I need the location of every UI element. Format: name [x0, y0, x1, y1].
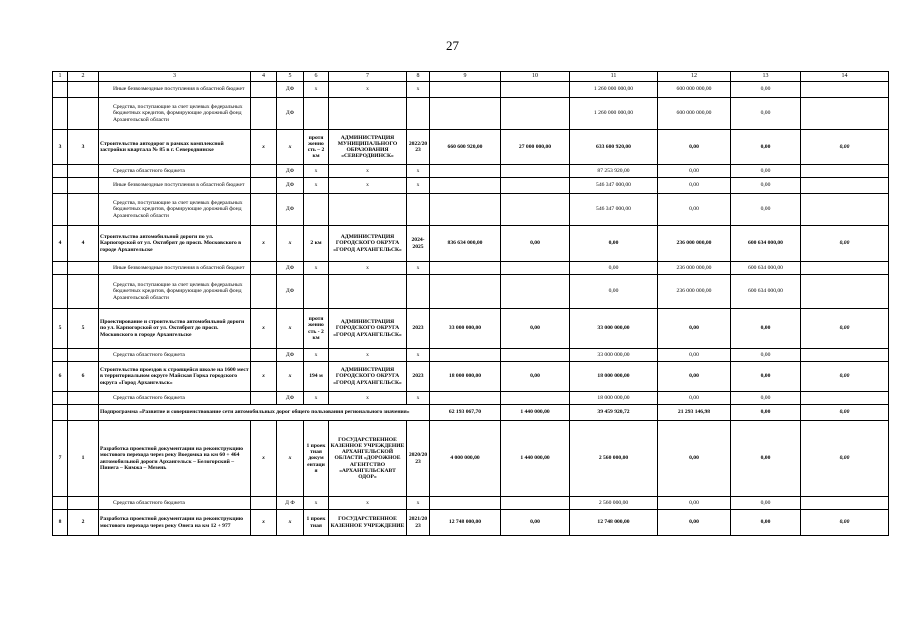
- amount-cell: 0,00: [801, 510, 889, 536]
- amount-cell: 0,00: [731, 349, 801, 362]
- amount-cell: 236 000 000,00: [658, 275, 731, 309]
- table-cell: х: [329, 262, 407, 275]
- description-cell: Иные безвозмездные поступления в областной бюджет: [99, 82, 251, 98]
- table-cell: [53, 405, 68, 421]
- table-cell: [68, 98, 99, 130]
- amount-cell: 12 748 000,00: [430, 510, 501, 536]
- header-cell: 5: [277, 72, 304, 82]
- project-row: [53, 226, 889, 262]
- table-cell: х: [407, 497, 430, 510]
- table-cell: [251, 194, 277, 226]
- amount-cell: 0,00: [801, 362, 889, 392]
- amount-cell: [501, 178, 570, 194]
- table-cell: 2 км: [304, 226, 329, 262]
- amount-cell: 33 000 000,00: [570, 309, 658, 349]
- amount-cell: 0,00: [570, 226, 658, 262]
- table-cell: [251, 392, 277, 405]
- project-row: [53, 309, 889, 349]
- table-cell: ДФ: [277, 194, 304, 226]
- table-cell: х: [407, 178, 430, 194]
- amount-cell: 0,00: [501, 510, 570, 536]
- description-cell: Средства областного бюджета: [99, 392, 251, 405]
- table-cell: х: [304, 178, 329, 194]
- amount-cell: [501, 194, 570, 226]
- description-cell: Строительство автомобильной дороги по ул. Карпогорской от ул. Октябрят до просп. Московского в городе Архангельске: [99, 226, 251, 262]
- amount-cell: [501, 497, 570, 510]
- amount-cell: 0,00: [658, 178, 731, 194]
- table-cell: х: [407, 392, 430, 405]
- table-cell: ДФ: [277, 275, 304, 309]
- amount-cell: 546 347 000,00: [570, 194, 658, 226]
- table-cell: 3: [53, 130, 68, 165]
- header-cell: 10: [501, 72, 570, 82]
- amount-cell: [801, 82, 889, 98]
- table-cell: ДФ: [277, 392, 304, 405]
- header-cell: 12: [658, 72, 731, 82]
- table-cell: ДФ: [277, 178, 304, 194]
- amount-cell: 0,00: [731, 194, 801, 226]
- amount-cell: [501, 392, 570, 405]
- funding-source-row: [53, 392, 889, 405]
- table-cell: х: [251, 510, 277, 536]
- table-cell: 6: [68, 362, 99, 392]
- amount-cell: [801, 165, 889, 178]
- table-cell: 1 проек тная: [304, 510, 329, 536]
- amount-cell: 0,00: [658, 497, 731, 510]
- header-cell: 14: [801, 72, 889, 82]
- amount-cell: 0,00: [658, 510, 731, 536]
- table-cell: ДФ: [277, 262, 304, 275]
- table-cell: 2023: [407, 309, 430, 349]
- amount-cell: 2 560 000,00: [570, 421, 658, 497]
- header-cell: 3: [99, 72, 251, 82]
- amount-cell: [430, 165, 501, 178]
- amount-cell: [801, 98, 889, 130]
- amount-cell: 1 440 000,00: [501, 421, 570, 497]
- amount-cell: 0,00: [731, 497, 801, 510]
- project-row: [53, 362, 889, 392]
- table-cell: х: [407, 349, 430, 362]
- table-cell: АДМИНИСТРАЦИЯ ГОРОДСКОГО ОКРУГА «ГОРОД АРХАНГЕЛЬСК»: [329, 309, 407, 349]
- table-cell: 5: [68, 309, 99, 349]
- table-cell: [329, 98, 407, 130]
- table-cell: х: [277, 226, 304, 262]
- table-cell: х: [329, 392, 407, 405]
- table-cell: [251, 275, 277, 309]
- table-cell: протя женно сть - 2 км: [304, 309, 329, 349]
- table-cell: ГОСУДАРСТВЕННОЕ КАЗЕННОЕ УЧРЕЖДЕНИЕ: [329, 510, 407, 536]
- table-cell: [251, 98, 277, 130]
- table-cell: [53, 82, 68, 98]
- amount-cell: 600 000 000,00: [658, 82, 731, 98]
- table-cell: [53, 275, 68, 309]
- description-cell: Разработка проектной документации на реконструкцию мостового перехода через реку Онега на км 12 + 977: [99, 510, 251, 536]
- table-cell: АДМИНИСТРАЦИЯ ГОРОДСКОГО ОКРУГА «ГОРОД АРХАНГЕЛЬСК»: [329, 226, 407, 262]
- table-cell: [53, 165, 68, 178]
- project-row: [53, 421, 889, 497]
- amount-cell: 0,00: [731, 510, 801, 536]
- table-cell: [251, 82, 277, 98]
- amount-cell: 0,00: [731, 309, 801, 349]
- amount-cell: [801, 275, 889, 309]
- table-cell: х: [277, 421, 304, 497]
- amount-cell: 660 600 920,00: [430, 130, 501, 165]
- subprogram-row: [53, 405, 889, 421]
- amount-cell: 18 000 000,00: [430, 362, 501, 392]
- funding-source-row: [53, 82, 889, 98]
- header-row: [53, 72, 889, 82]
- description-cell: Проектирование и строительство автомобильной дороги по ул. Карпогорской от ул. Октябрят до просп. Московского в городе Архангельске: [99, 309, 251, 349]
- amount-cell: [801, 262, 889, 275]
- amount-cell: 0,00: [731, 82, 801, 98]
- amount-cell: [801, 392, 889, 405]
- table-cell: [68, 349, 99, 362]
- amount-cell: 0,00: [731, 165, 801, 178]
- table-cell: 5: [53, 309, 68, 349]
- amount-cell: 1 260 000 000,00: [570, 98, 658, 130]
- table-cell: х: [277, 362, 304, 392]
- amount-cell: 0,00: [658, 130, 731, 165]
- amount-cell: [801, 194, 889, 226]
- table-cell: [407, 98, 430, 130]
- table-cell: х: [407, 262, 430, 275]
- table-cell: [53, 98, 68, 130]
- description-cell: Средства, поступающие за счет целевых федеральных бюджетных кредитов, формирующие дорожный фонд Архангельской области: [99, 194, 251, 226]
- header-cell: 13: [731, 72, 801, 82]
- table-cell: х: [304, 165, 329, 178]
- amount-cell: 600 634 000,00: [731, 226, 801, 262]
- table-cell: х: [304, 392, 329, 405]
- table-cell: 2: [68, 510, 99, 536]
- page-number: 27: [446, 38, 459, 53]
- amount-cell: [430, 392, 501, 405]
- amount-cell: 600 000 000,00: [658, 98, 731, 130]
- funding-source-row: [53, 262, 889, 275]
- amount-cell: 0,00: [658, 421, 731, 497]
- table-cell: [251, 262, 277, 275]
- funding-source-row: [53, 165, 889, 178]
- table-cell: [53, 262, 68, 275]
- table-cell: АДМИНИСТРАЦИЯ ГОРОДСКОГО ОКРУГА «ГОРОД АРХАНГЕЛЬСК»: [329, 362, 407, 392]
- table-cell: х: [329, 349, 407, 362]
- amount-cell: 0,00: [658, 165, 731, 178]
- header-cell: 2: [68, 72, 99, 82]
- amount-cell: 12 748 000,00: [570, 510, 658, 536]
- amount-cell: 236 000 000,00: [658, 226, 731, 262]
- amount-cell: 18 000 000,00: [570, 392, 658, 405]
- table-cell: х: [251, 309, 277, 349]
- table-cell: 1 проек тная докум ентаци я: [304, 421, 329, 497]
- table-cell: 8: [53, 510, 68, 536]
- description-cell: Иные безвозмездные поступления в областной бюджет: [99, 262, 251, 275]
- project-row: [53, 130, 889, 165]
- table-cell: АДМИНИСТРАЦИЯ МУНИЦИПАЛЬНОГО ОБРАЗОВАНИЯ «СЕВЕРОДВИНСК»: [329, 130, 407, 165]
- table-cell: 2023: [407, 362, 430, 392]
- description-cell: Строительство автодорог в рамках комплексной застройки квартала № 85 в г. Северодвинске: [99, 130, 251, 165]
- table-cell: [68, 275, 99, 309]
- table-cell: х: [304, 82, 329, 98]
- table-cell: х: [277, 309, 304, 349]
- project-row: [53, 510, 889, 536]
- table-cell: х: [251, 226, 277, 262]
- amount-cell: [430, 349, 501, 362]
- header-cell: 1: [53, 72, 68, 82]
- description-cell: Строительство проездов к строящейся школе на 1600 мест в территориальном округе Майская Горка городского округа «Город Архангельск»: [99, 362, 251, 392]
- table-cell: 3: [68, 130, 99, 165]
- table-cell: 2021/20 23: [407, 510, 430, 536]
- amount-cell: 0,00: [731, 178, 801, 194]
- table-cell: [251, 349, 277, 362]
- amount-cell: 4 000 000,00: [430, 421, 501, 497]
- table-cell: [53, 392, 68, 405]
- amount-cell: [430, 98, 501, 130]
- table-cell: 2020/20 23: [407, 421, 430, 497]
- amount-cell: 0,00: [731, 405, 801, 421]
- table-cell: х: [329, 82, 407, 98]
- amount-cell: [501, 82, 570, 98]
- table-cell: [68, 405, 99, 421]
- description-cell: Средства, поступающие за счет целевых федеральных бюджетных кредитов, формирующие дорожный фонд Архангельской области: [99, 98, 251, 130]
- amount-cell: [501, 165, 570, 178]
- table-cell: [68, 178, 99, 194]
- amount-cell: 546 347 000,00: [570, 178, 658, 194]
- amount-cell: 87 253 920,00: [570, 165, 658, 178]
- table-cell: [251, 165, 277, 178]
- table-cell: ДФ: [277, 349, 304, 362]
- amount-cell: 62 193 067,70: [430, 405, 501, 421]
- amount-cell: 0,00: [501, 226, 570, 262]
- header-cell: 6: [304, 72, 329, 82]
- table-cell: [304, 98, 329, 130]
- amount-cell: 0,00: [801, 130, 889, 165]
- amount-cell: 633 600 920,00: [570, 130, 658, 165]
- table-cell: х: [304, 262, 329, 275]
- funding-source-row: [53, 194, 889, 226]
- table-cell: [68, 262, 99, 275]
- table-cell: [53, 178, 68, 194]
- amount-cell: 33 000 000,00: [430, 309, 501, 349]
- amount-cell: 0,00: [658, 392, 731, 405]
- amount-cell: 0,00: [570, 262, 658, 275]
- table-cell: х: [251, 130, 277, 165]
- amount-cell: 33 000 000,00: [570, 349, 658, 362]
- amount-cell: 0,00: [658, 309, 731, 349]
- amount-cell: [801, 497, 889, 510]
- amount-cell: 0,00: [501, 362, 570, 392]
- amount-cell: [430, 194, 501, 226]
- description-cell: Средства областного бюджета: [99, 497, 251, 510]
- amount-cell: 0,00: [801, 405, 889, 421]
- amount-cell: [501, 262, 570, 275]
- amount-cell: 0,00: [731, 98, 801, 130]
- table-cell: [407, 194, 430, 226]
- table-cell: х: [304, 349, 329, 362]
- table-cell: ДФ: [277, 98, 304, 130]
- amount-cell: 0,00: [731, 421, 801, 497]
- funding-source-row: [53, 178, 889, 194]
- table-cell: [68, 82, 99, 98]
- amount-cell: 0,00: [658, 349, 731, 362]
- amount-cell: 236 000 000,00: [658, 262, 731, 275]
- header-cell: 8: [407, 72, 430, 82]
- amount-cell: [430, 178, 501, 194]
- table-cell: [251, 178, 277, 194]
- amount-cell: [801, 178, 889, 194]
- amount-cell: 0,00: [731, 130, 801, 165]
- amount-cell: 0,00: [801, 226, 889, 262]
- table-cell: х: [251, 362, 277, 392]
- description-cell: Разработка проектной документации на реконструкцию мостового перехода через реку Воедомка на км 60 + 464 автомобильной дороги Архангельск – Белогорский – Пинега – Кимжа – Мезень: [99, 421, 251, 497]
- table-cell: ДФ: [277, 165, 304, 178]
- amount-cell: 39 459 920,72: [570, 405, 658, 421]
- table-cell: [251, 497, 277, 510]
- table-cell: х: [277, 130, 304, 165]
- description-cell: Средства областного бюджета: [99, 349, 251, 362]
- subprogram-title: Подпрограмма «Развитие и совершенствование сети автомобильных дорог общего пользования регионального значения»: [99, 405, 430, 421]
- table-cell: ДФ: [277, 82, 304, 98]
- table-cell: х: [277, 510, 304, 536]
- amount-cell: [430, 497, 501, 510]
- amount-cell: [501, 275, 570, 309]
- budget-table: [52, 71, 889, 536]
- header-cell: 7: [329, 72, 407, 82]
- table-cell: 2024-2025: [407, 226, 430, 262]
- table-cell: [53, 194, 68, 226]
- header-cell: 9: [430, 72, 501, 82]
- amount-cell: [430, 275, 501, 309]
- amount-cell: [430, 82, 501, 98]
- table-cell: 1: [68, 421, 99, 497]
- amount-cell: 1 440 000,00: [501, 405, 570, 421]
- amount-cell: 600 634 000,00: [731, 275, 801, 309]
- table-cell: [407, 275, 430, 309]
- table-cell: 4: [68, 226, 99, 262]
- table-cell: х: [329, 178, 407, 194]
- funding-source-row: [53, 349, 889, 362]
- table-cell: [53, 497, 68, 510]
- table-cell: [304, 275, 329, 309]
- amount-cell: 27 000 000,00: [501, 130, 570, 165]
- table-cell: х: [329, 165, 407, 178]
- table-cell: 4: [53, 226, 68, 262]
- amount-cell: 0,00: [570, 275, 658, 309]
- amount-cell: 836 634 000,00: [430, 226, 501, 262]
- table-cell: [68, 194, 99, 226]
- table-cell: [329, 194, 407, 226]
- amount-cell: [501, 98, 570, 130]
- amount-cell: 0,00: [658, 194, 731, 226]
- table-cell: 2022/20 23: [407, 130, 430, 165]
- amount-cell: 0,00: [731, 362, 801, 392]
- table-cell: [68, 392, 99, 405]
- amount-cell: 0,00: [801, 421, 889, 497]
- table-cell: [68, 165, 99, 178]
- amount-cell: 0,00: [501, 309, 570, 349]
- table-cell: Д Ф: [277, 497, 304, 510]
- table-cell: х: [329, 497, 407, 510]
- description-cell: Средства областного бюджета: [99, 165, 251, 178]
- table-cell: 194 м: [304, 362, 329, 392]
- table-cell: 6: [53, 362, 68, 392]
- amount-cell: 2 560 000,00: [570, 497, 658, 510]
- table-cell: протя женно сть – 2 км: [304, 130, 329, 165]
- table-cell: х: [304, 497, 329, 510]
- funding-source-row: [53, 98, 889, 130]
- table-cell: 7: [53, 421, 68, 497]
- header-cell: 11: [570, 72, 658, 82]
- table-cell: ГОСУДАРСТВЕННОЕ КАЗЕННОЕ УЧРЕЖДЕНИЕ АРХАНГЕЛЬСКОЙ ОБЛАСТИ «ДОРОЖНОЕ АГЕНТСТВО «АРХАНГЕЛЬСКАВТ ОДОР»: [329, 421, 407, 497]
- amount-cell: [430, 262, 501, 275]
- amount-cell: 1 260 000 000,00: [570, 82, 658, 98]
- amount-cell: 0,00: [801, 309, 889, 349]
- amount-cell: 21 293 146,98: [658, 405, 731, 421]
- amount-cell: [501, 349, 570, 362]
- table-cell: [53, 349, 68, 362]
- amount-cell: 0,00: [731, 392, 801, 405]
- amount-cell: 600 634 000,00: [731, 262, 801, 275]
- amount-cell: [801, 349, 889, 362]
- amount-cell: 18 000 000,00: [570, 362, 658, 392]
- funding-source-row: [53, 497, 889, 510]
- header-cell: 4: [251, 72, 277, 82]
- description-cell: Средства, поступающие за счет целевых федеральных бюджетных кредитов, формирующие дорожный фонд Архангельской области: [99, 275, 251, 309]
- table-cell: [68, 497, 99, 510]
- table-cell: [329, 275, 407, 309]
- description-cell: Иные безвозмездные поступления в областной бюджет: [99, 178, 251, 194]
- table-cell: х: [251, 421, 277, 497]
- funding-source-row: [53, 275, 889, 309]
- table-cell: х: [407, 82, 430, 98]
- amount-cell: 0,00: [658, 362, 731, 392]
- table-cell: х: [407, 165, 430, 178]
- table-cell: [304, 194, 329, 226]
